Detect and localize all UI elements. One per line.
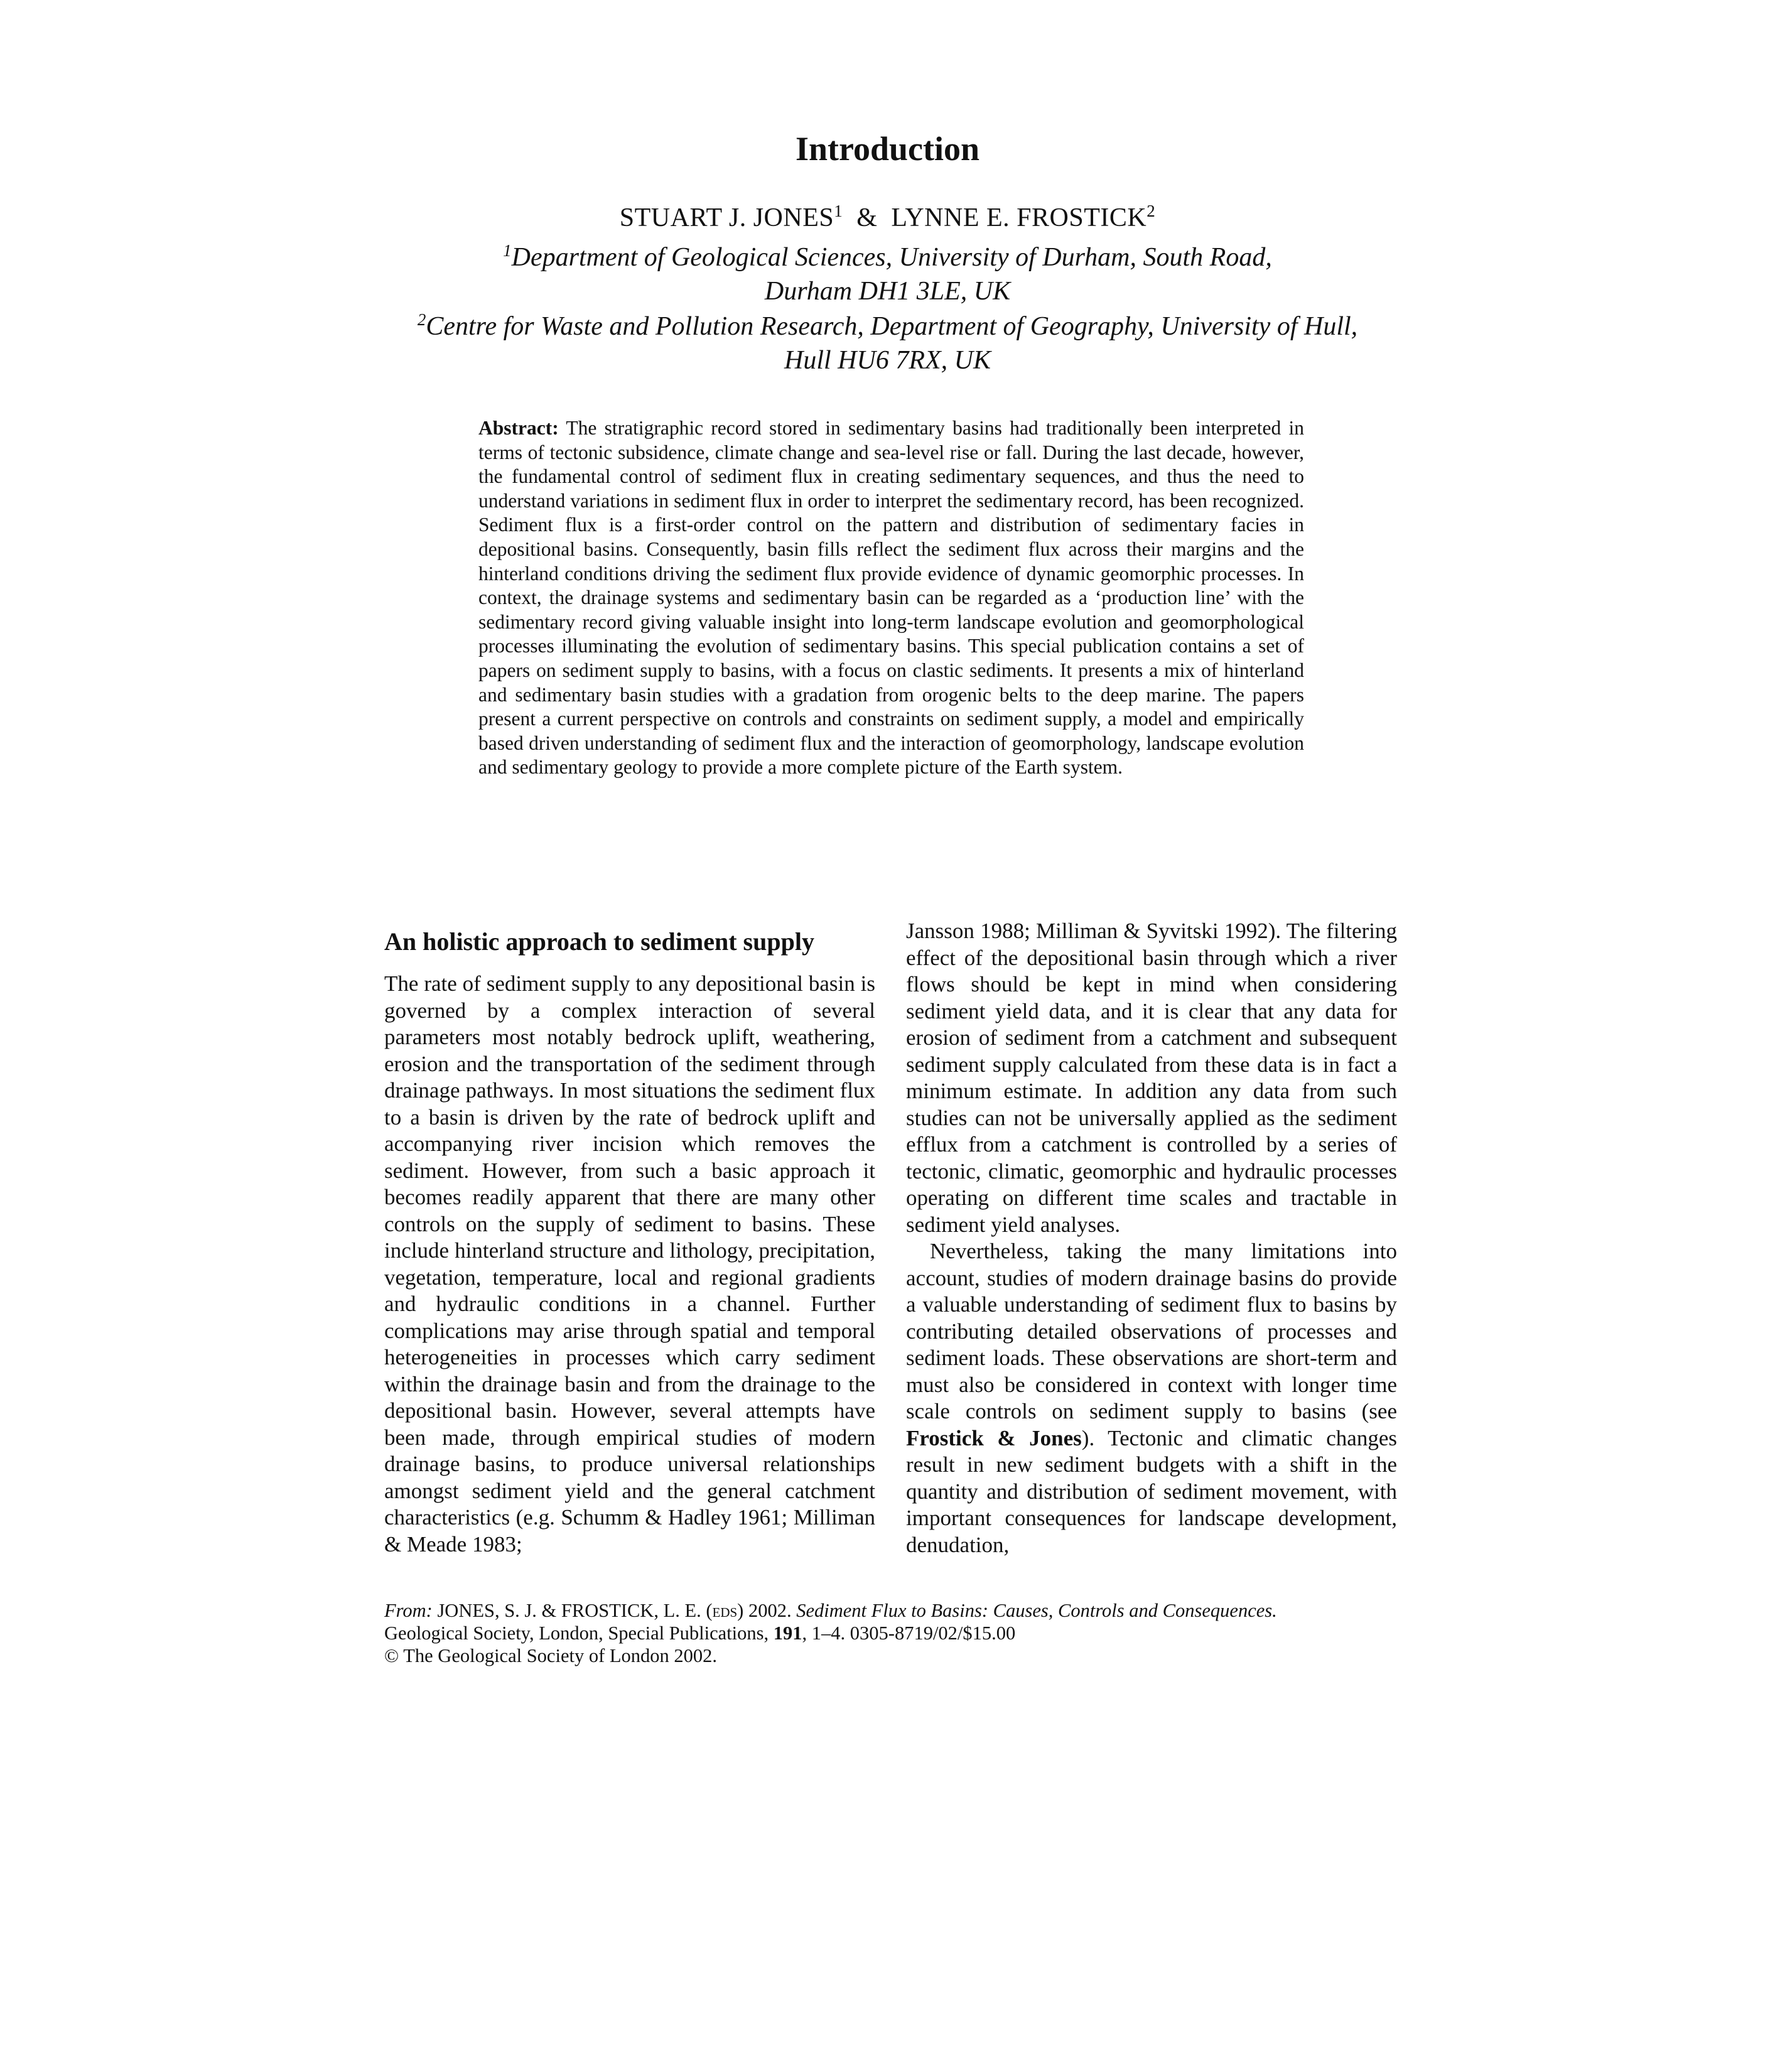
author-name-1: STUART J. JONES <box>619 203 834 232</box>
body-paragraph-1-continued: Jansson 1988; Milliman & Syvitski 1992). The filtering effect of the depositional basin through which a river flows should be kept in mind when considering sediment yield data, and it is clear that any data for erosion of sediment from a catchment and subsequent sediment supply calculated from these data is in fact a minimum estimate. In addition any data from such studies can not be universally applied as the sediment efflux from a catchment is controlled by a series of tectonic, climatic, geomorphic and hydraulic processes operating on different time scales and tractable in sediment yield analyses. <box>906 919 1397 1237</box>
author-affiliation-mark-2: 2 <box>1146 202 1156 220</box>
citation-volume: 191 <box>773 1622 802 1644</box>
affiliation-1-line-2: Durham DH1 3LE, UK <box>764 277 1011 306</box>
affiliation-2 <box>0 310 1775 377</box>
cross-reference-frostick-jones: Frostick & Jones <box>906 1425 1082 1450</box>
citation-line-2 <box>384 1622 1401 1644</box>
body-paragraph-2-end: ). Tectonic and climatic changes result in new sediment budgets with a shift in the quantity and distribution of sediment movement, with important consequences for landscape development, denudation, <box>906 1425 1397 1557</box>
citation-from-label: From: <box>384 1600 433 1621</box>
author-affiliation-mark-1: 1 <box>834 202 843 220</box>
affiliation-1-line-1 <box>0 240 1775 274</box>
abstract-label: Abstract: <box>478 417 559 439</box>
affiliation-2-line-2: Hull HU6 7RX, UK <box>784 346 991 375</box>
abstract-text: The stratigraphic record stored in sedimentary basins had traditionally been interpreted in terms of tectonic subsidence, climate change and sea-level rise or fall. During the last decade, however, the fundamental control of sediment flux in creating sedimentary sequences, and thus the need to understand variations in sediment flux in order to interpret the sedimentary record, has been recognized. Sediment flux is a first-order control on the pattern and distribution of sedimentary facies in depositional basins. Consequently, basin fills reflect the sediment flux across their margins and the hinterland conditions driving the sediment flux provide evidence of dynamic geomorphic processes. In context, the drainage systems and sedimentary basin can be regarded as a ‘production line’ with the sedimentary record giving valuable insight into long-term landscape evolution and geomorphological processes illuminating the evolution of sedimentary basins. This special publication contains a set of papers on sediment supply to basins, with a focus on clastic sediments. It presents a mix of hinterland and sedimentary basin studies with a gradation from orogenic belts to the deep marine. The papers present a current perspective on controls and constraints on sediment supply, a model and empirically based driven understanding of sediment flux and the interaction of geomorphology, landscape evolution and sedimentary geology to provide a more complete picture of the Earth system. <box>478 417 1304 779</box>
affiliation-1-mark: 1 <box>503 241 512 260</box>
paper-title: Introduction <box>795 130 980 168</box>
body-paragraph-2-start: Nevertheless, taking the many limitations into account, studies of modern drainage basins do provide a valuable understanding of sediment flux to basins by contributing detailed observations of processes and sediment loads. These observations are short-term and must also be considered in context with longer time scale controls on sediment supply to basins (see <box>906 1239 1397 1423</box>
affiliation-1 <box>0 240 1775 308</box>
body-column-right <box>906 918 1397 1558</box>
body-paragraph-2 <box>906 1238 1397 1558</box>
citation-pages-issn: , 1–4. 0305-8719/02/$15.00 <box>802 1622 1016 1644</box>
affiliation-2-line-1 <box>0 310 1775 343</box>
body-column-left <box>384 918 875 1558</box>
citation-series: Geological Society, London, Special Publications, <box>384 1622 769 1644</box>
body-paragraph-1: The rate of sediment supply to any depositional basin is governed by a complex interaction of several parameters most notably bedrock uplift, weathering, erosion and the transportation of the sediment through drainage pathways. In most situations the sediment flux to a basin is driven by the rate of bedrock uplift and accompanying river incision which removes the sediment. However, from such a basic approach it becomes readily apparent that there are many other controls on the supply of sediment to basins. These include hinterland structure and lithology, precipitation, vegetation, temperature, local and regional gradients and hydraulic conditions in a channel. Further complications may arise through spatial and temporal heterogeneities in processes which carry sediment within the drainage basin and from the drainage to the depositional basin. However, several attempts have been made, through empirical studies of modern drainage basins, to produce universal relationships amongst sediment yield and the general catchment characteristics (e.g. Schumm & Hadley 1961; Milliman & Meade 1983; <box>384 971 875 1557</box>
citation-book-title: Sediment Flux to Basins: Causes, Controls and Consequences. <box>796 1600 1277 1621</box>
copyright-line: © The Geological Society of London 2002. <box>384 1645 717 1666</box>
affiliation-2-text: Centre for Waste and Pollution Research, Department of Geography, University of Hull, <box>426 312 1358 341</box>
citation-footer <box>384 1599 1401 1667</box>
author-separator: & <box>856 203 878 232</box>
affiliation-1-text: Department of Geological Sciences, University of Durham, South Road, <box>511 243 1272 272</box>
author-name-2: LYNNE E. FROSTICK <box>891 203 1147 232</box>
section-heading: An holistic approach to sediment supply <box>384 927 814 956</box>
citation-editors: JONES, S. J. & FROSTICK, L. E. (eds) 2002. <box>437 1600 792 1621</box>
citation-line-1 <box>384 1599 1401 1622</box>
affiliation-2-mark: 2 <box>417 310 426 329</box>
abstract <box>478 416 1304 780</box>
author-line <box>0 202 1775 234</box>
